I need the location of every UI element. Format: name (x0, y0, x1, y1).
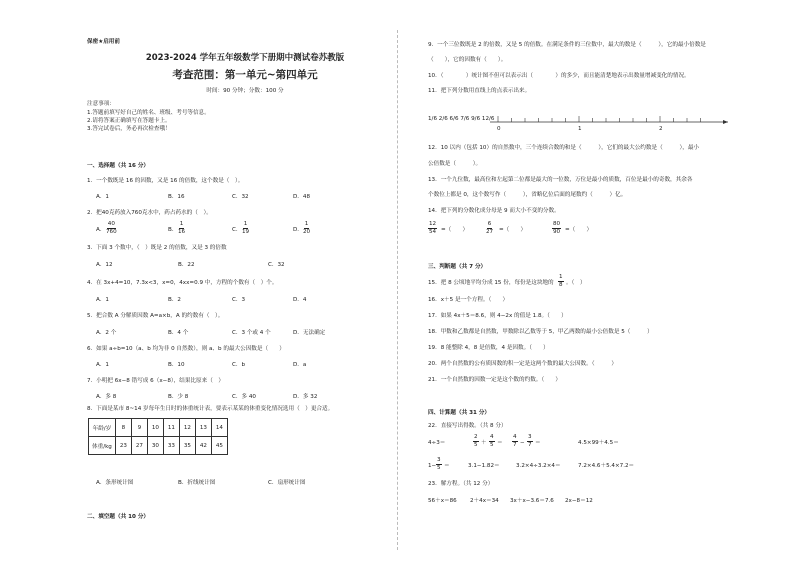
option: A．多 8 (96, 394, 117, 400)
table-cell: 10 (147, 419, 163, 437)
question-4: 4．在 3x+4=10，7.3x<3，x=0，4xx=0.9 中，方程的个数有（ ）个。 (87, 280, 278, 286)
fraction: $\frac{6}{27}$ (486, 221, 494, 235)
exam-time: 时间：90 分钟；分数：100 分 (206, 88, 284, 94)
table-cell: 9 (131, 419, 147, 437)
equation: 2x−8＝12 (565, 498, 593, 504)
number-line-arrow (723, 120, 728, 124)
column-divider (397, 30, 398, 550)
number-line-ticks (498, 116, 701, 122)
question-9: 9．一个三位数既是 2 的倍数，又是 5 的倍数。在满足条件的三位数中，最大的数是（ ），它的最小倍数是 (428, 42, 706, 48)
equation: 56＋x＝86 (428, 498, 457, 504)
weight-table (88, 418, 228, 455)
question-16: 16．x＋5 是一个方程。（ ） (428, 297, 509, 303)
question-21: 21．一个自然数的因数一定是这个数的约数。（ ） (428, 377, 561, 383)
calc-item: 1− (428, 463, 437, 469)
option: B．折线统计图 (178, 480, 216, 486)
option: D．4 (293, 297, 307, 303)
tick-label: 0 (497, 126, 501, 132)
question-8: 8．下面是某市 8~14 岁每年生日时的体重统计表，要表示某某的体重变化情况选用（ ）更合适。 (87, 406, 334, 412)
calc-item: 7.2×4.6＋5.4×7.2＝ (578, 463, 635, 469)
fraction: $\frac{80}{90}$ (553, 221, 561, 235)
question-14: 14．把下列的分数化成分母是 9 而大小不变的分数。 (428, 208, 560, 214)
calc-item: 3.2×4÷3.2×4＝ (516, 463, 561, 469)
table-row (89, 419, 228, 437)
calc-item: 4÷3＝ (428, 440, 446, 446)
table-cell: 13 (195, 419, 211, 437)
option: C．b (232, 362, 246, 368)
fraction: $\frac{4}{7}$ (513, 434, 517, 448)
fraction: $\frac{1}{16}$ (178, 221, 186, 235)
exam-title: 2023-2024 学年五年级数学下册期中测试卷苏教版 (145, 53, 345, 63)
option: C．3 个或 4 个 (232, 330, 271, 336)
question-9-cont: （ ），它的因数有（ ）。 (428, 57, 507, 63)
answer-blank: =（ ） (499, 227, 527, 233)
option: C． (232, 227, 242, 233)
table-cell: 12 (179, 419, 195, 437)
table-cell: 体重/kg (89, 437, 116, 455)
option: C．32 (268, 262, 285, 268)
fraction-list: 1/6 2/6 6/6 7/6 9/6 12/6 (428, 116, 495, 122)
table-cell: 8 (115, 419, 131, 437)
option: D． (293, 227, 303, 233)
tick-label: 1 (578, 126, 582, 132)
calc-item: 3.1−1.82＝ (468, 463, 500, 469)
question-11: 11．把下列分数用直线上的点表示出来。 (428, 88, 531, 94)
notes-heading: 注意事项： (87, 101, 115, 107)
table-cell: 33 (163, 437, 179, 455)
option: B．22 (178, 262, 195, 268)
section-fill-title: 二、填空题（共 10 分） (87, 514, 150, 520)
question-17: 17．如果 4x＋5＝8.6，则 4−2x 的值是 1.8。（ ） (428, 313, 567, 319)
option: C．扇形统计图 (268, 480, 306, 486)
section-calc-title: 四、计算题（共 31 分） (428, 410, 491, 416)
table-cell: 42 (195, 437, 211, 455)
table-cell: 11 (163, 419, 179, 437)
table-cell: 35 (179, 437, 195, 455)
option: A．12 (96, 262, 113, 268)
calc-equals: ＝ (535, 440, 541, 446)
question-5: 5．把合数 A 分解质因数 A=a×b，A 的约数有（ ）。 (87, 313, 224, 319)
option: C．32 (232, 194, 249, 200)
number-line (490, 104, 730, 134)
question-13-cont: 个数位上都是 0，这个数写作（ ），省略亿位后面的尾数约（ ）亿。 (428, 192, 627, 198)
question-10: 10．（ ）统计图不但可以表示出（ ）的多少，而且能清楚地表示出数量增减变化的情况。 (428, 73, 690, 79)
option: A．1 (96, 362, 109, 368)
question-12-cont: 公倍数是（ ）。 (428, 161, 482, 167)
fraction: $\frac{4}{5}$ (490, 434, 494, 448)
equation: 2＋4x＝34 (470, 498, 499, 504)
answer-blank: =（ ） (565, 227, 593, 233)
note-item: 3.答完试卷后，务必再次检查哦！ (87, 126, 171, 132)
option: A．1 (96, 297, 109, 303)
question-3: 3．下面 3 个数中，（ ）既是 2 的倍数，又是 3 的倍数 (87, 245, 227, 251)
question-12: 12．10 以内（包括 10）的自然数中，三个连续合数的和是（ ），它们的最大公约数是（ ），最小 (428, 145, 700, 151)
option: B．10 (168, 362, 185, 368)
table-cell: 14 (211, 419, 227, 437)
option: A．2 个 (96, 330, 117, 336)
section-judge-title: 三、判断题（共 7 分） (428, 264, 487, 270)
question-22: 22．直接写出得数。（共 8 分） (428, 423, 507, 429)
option: D．48 (293, 194, 311, 200)
option: B．4 个 (168, 330, 189, 336)
fraction: $\frac{40}{760}$ (106, 221, 117, 235)
table-cell: 27 (131, 437, 147, 455)
option: A． (96, 227, 106, 233)
secret-label: 保密★启用前 (87, 39, 120, 45)
calc-item: 4.5×99＋4.5＝ (578, 440, 619, 446)
fraction: $\frac{1}{20}$ (303, 221, 311, 235)
option: C．3 (232, 297, 246, 303)
note-item: 2.请将答案正确填写在答题卡上。 (87, 118, 171, 124)
calc-operator: − (520, 440, 525, 446)
option: B．少 8 (168, 394, 189, 400)
question-7: 7．小明把 6x−8 错写成 6（x−8），结果比原来（ ） (87, 378, 225, 384)
fraction: $\frac{1}{8}$ (559, 274, 563, 288)
question-2: 2．把40克药放入760克水中，药占药水的（ ）。 (87, 210, 212, 216)
question-23: 23．解方程。（共 12 分） (428, 481, 494, 487)
question-18: 18．甲数和乙数都是自然数，甲数除以乙数等于 5，甲乙两数的最小公倍数是 5（ ） (428, 329, 653, 335)
question-13: 13．一个九位数，最高位和左起第二位都是最大的一位数，万位是最小的质数，百位是最小的奇数，其余各 (428, 177, 693, 183)
calc-equals: ＝ (444, 463, 450, 469)
option: D．无法确定 (293, 330, 326, 336)
equation: 3x＋x−3.6＝7.6 (510, 498, 554, 504)
answer-blank: =（ ） (441, 227, 469, 233)
option: C．多 40 (232, 394, 256, 400)
answer-blank: 。（ ） (566, 280, 586, 286)
tick-label: 2 (659, 126, 663, 132)
option: B．2 (168, 297, 181, 303)
exam-scope: 考查范围：第一单元~第四单元 (172, 69, 318, 81)
question-15: 15．把 8 公顷地平均分成 15 份，每份是这块地的 (428, 280, 554, 286)
note-item: 1.答题前填写好自己的姓名、班级、考号等信息。 (87, 110, 210, 116)
option: A．1 (96, 194, 109, 200)
question-20: 20．两个自然数的公有质因数的积一定是这两个数的最大公因数。（ ） (428, 361, 617, 367)
fraction: $\frac{12}{54}$ (429, 221, 437, 235)
option: A．条形统计图 (96, 480, 134, 486)
section-choice-title: 一、选择题（共 16 分） (87, 163, 150, 169)
table-row (89, 437, 228, 455)
option: D．多 32 (293, 394, 318, 400)
option: B．16 (168, 194, 185, 200)
question-6: 6．如果 a÷b=10（a、b 均为非 0 自然数），则 a、b 的最大公因数是（ ） (87, 346, 285, 352)
fraction: $\frac{3}{7}$ (528, 434, 532, 448)
question-19: 19．8 能整除 4，8 是倍数，4 是因数。（ ） (428, 345, 549, 351)
option: D．a (293, 362, 307, 368)
table-cell: 年龄/岁 (89, 419, 116, 437)
option: B． (168, 227, 178, 233)
question-1: 1．一个数既是 16 的因数，又是 16 的倍数，这个数是（ ）。 (87, 178, 244, 184)
table-cell: 23 (115, 437, 131, 455)
fraction: $\frac{2}{5}$ (474, 434, 478, 448)
calc-operator: ＋ (481, 440, 487, 446)
calc-equals: ＝ (497, 440, 503, 446)
table-cell: 45 (211, 437, 227, 455)
table-cell: 30 (147, 437, 163, 455)
fraction: $\frac{1}{19}$ (242, 221, 250, 235)
fraction: $\frac{3}{5}$ (437, 457, 441, 471)
